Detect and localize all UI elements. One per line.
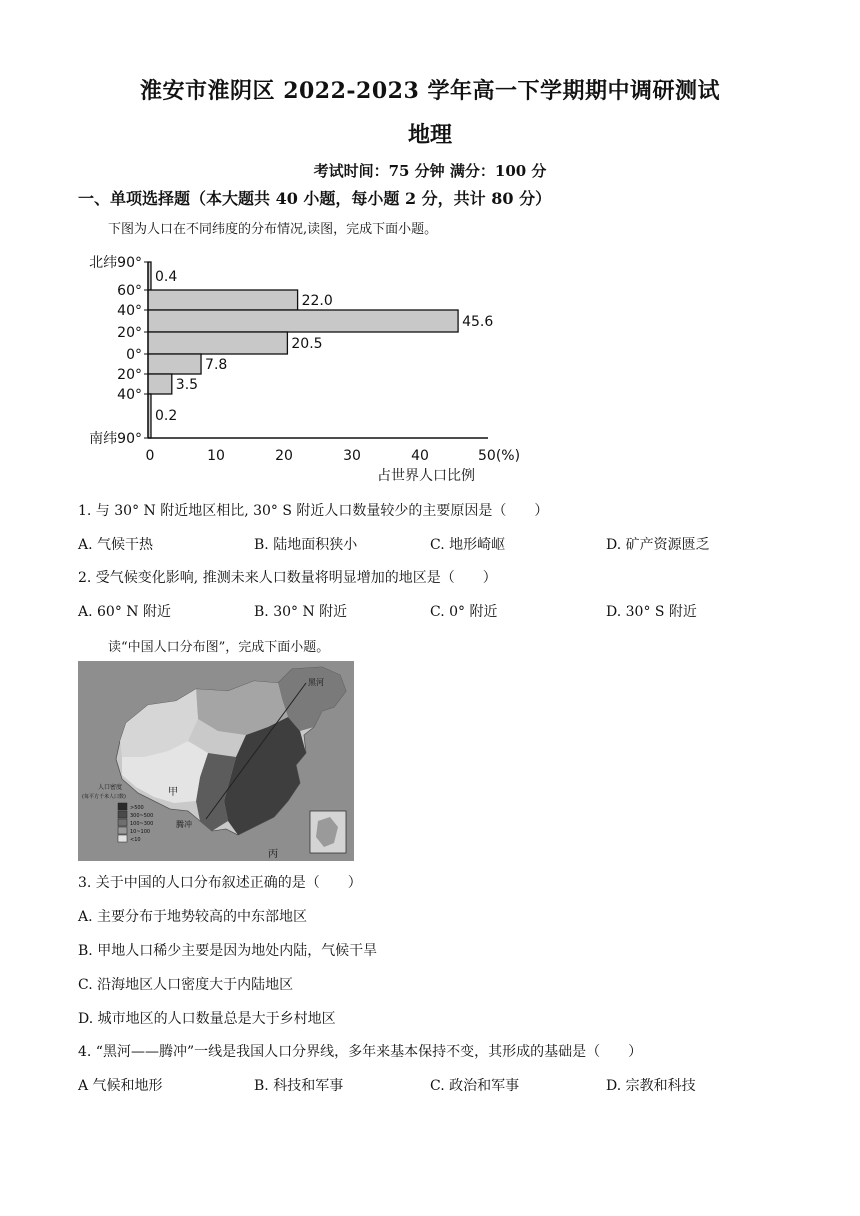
question-2-option-d: D. 30° S 附近	[606, 604, 697, 620]
bar-1	[148, 290, 298, 310]
section-heading: 一、单项选择题（本大题共 40 小题，每小题 2 分，共计 80 分）	[78, 189, 552, 208]
bar-value-label-4: 7.8	[205, 357, 228, 373]
y-tick-label-4: 0°	[126, 347, 142, 363]
question-1-option-d: D. 矿产资源匮乏	[606, 537, 710, 553]
legend-label-1: >500	[130, 805, 144, 811]
x-tick-label-1: 10	[207, 448, 225, 464]
latitude-population-chart	[72, 248, 532, 488]
map-label-jia: 甲	[168, 787, 178, 798]
bar-5	[148, 374, 172, 394]
x-tick-label-5: 50(%)	[478, 448, 521, 464]
x-tick-label-4: 40	[411, 448, 429, 464]
x-axis-title: 占世界人口比例	[377, 468, 475, 484]
bar-value-label-0: 0.4	[155, 269, 178, 285]
x-tick-label-3: 30	[343, 448, 361, 464]
map-label-bing: 丙	[268, 849, 278, 860]
legend-label-2: 300~500	[130, 813, 154, 819]
intro-text-1: 下图为人口在不同纬度的分布情况,读图，完成下面小题。	[108, 222, 438, 237]
legend-swatch-2	[118, 811, 127, 818]
question-4-option-a: A 气候和地形	[78, 1078, 163, 1094]
bar-value-label-3: 20.5	[291, 336, 323, 352]
x-tick-label-2: 20	[275, 448, 293, 464]
intro-text-2: 读“中国人口分布图”，完成下面小题。	[108, 640, 330, 655]
bar-value-label-1: 22.0	[301, 293, 333, 309]
legend-swatch-4	[118, 827, 127, 834]
question-3-option-b: B. 甲地人口稀少主要是因为地处内陆，气候干旱	[78, 943, 378, 959]
question-3-option-c: C. 沿海地区人口密度大于内陆地区	[78, 977, 294, 993]
question-1-option-b: B. 陆地面积狭小	[254, 537, 358, 553]
x-tick-label-0: 0	[145, 448, 155, 464]
map-label-tengchong: 腾冲	[176, 820, 192, 829]
question-4-option-d: D. 宗教和科技	[606, 1078, 696, 1094]
question-4-option-c: C. 政治和军事	[430, 1078, 520, 1094]
page-title: 淮安市淮阴区 2022-2023 学年高一下学期期中调研测试	[140, 78, 720, 104]
china-population-map	[78, 661, 354, 861]
y-tick-label-3: 20°	[117, 325, 142, 341]
question-4-stem: 4. “黑河——腾冲”一线是我国人口分界线，多年来基本保持不变，其形成的基础是（ ）	[78, 1044, 643, 1060]
question-3-stem: 3. 关于中国的人口分布叙述正确的是（ ）	[78, 875, 362, 891]
question-4-option-b: B. 科技和军事	[254, 1078, 344, 1094]
legend-title: 人口密度	[98, 784, 123, 791]
legend-label-3: 100~300	[130, 821, 154, 827]
y-tick-label-6: 40°	[117, 387, 142, 403]
map-label-heihe: 黑河	[308, 678, 324, 687]
question-2-stem: 2. 受气候变化影响, 推测未来人口数量将明显增加的地区是（ ）	[78, 570, 497, 586]
legend-subtitle: (每平方千米人口数)	[82, 794, 126, 800]
y-tick-label-2: 40°	[117, 303, 142, 319]
bar-value-label-2: 45.6	[462, 314, 494, 330]
y-tick-label-0: 北纬90°	[89, 255, 142, 271]
question-1-option-c: C. 地形崎岖	[430, 537, 506, 553]
y-tick-label-7: 南纬90°	[89, 431, 142, 447]
exam-info: 考试时间：75 分钟 满分：100 分	[313, 162, 547, 180]
bar-3	[148, 332, 287, 354]
question-1-option-a: A. 气候干热	[78, 537, 154, 553]
legend-label-5: <10	[130, 837, 141, 843]
legend-swatch-1	[118, 803, 127, 810]
legend-label-4: 10~100	[130, 829, 151, 835]
question-3-option-d: D. 城市地区的人口数量总是大于乡村地区	[78, 1011, 336, 1027]
question-3-option-a: A. 主要分布于地势较高的中东部地区	[78, 909, 308, 925]
question-2-option-a: A. 60° N 附近	[78, 604, 171, 620]
bar-2	[148, 310, 458, 332]
legend-swatch-3	[118, 819, 127, 826]
question-2-option-b: B. 30° N 附近	[254, 604, 348, 620]
bar-value-label-5: 3.5	[175, 377, 199, 393]
subject-title: 地理	[407, 122, 452, 148]
question-2-option-c: C. 0° 附近	[430, 604, 498, 620]
y-tick-label-1: 60°	[117, 283, 142, 299]
y-tick-label-5: 20°	[117, 367, 142, 383]
question-1-stem: 1. 与 30° N 附近地区相比, 30° S 附近人口数量较少的主要原因是（ ）	[78, 503, 549, 519]
legend-swatch-5	[118, 835, 127, 842]
bar-4	[148, 354, 201, 374]
bar-value-label-6: 0.2	[155, 408, 178, 424]
